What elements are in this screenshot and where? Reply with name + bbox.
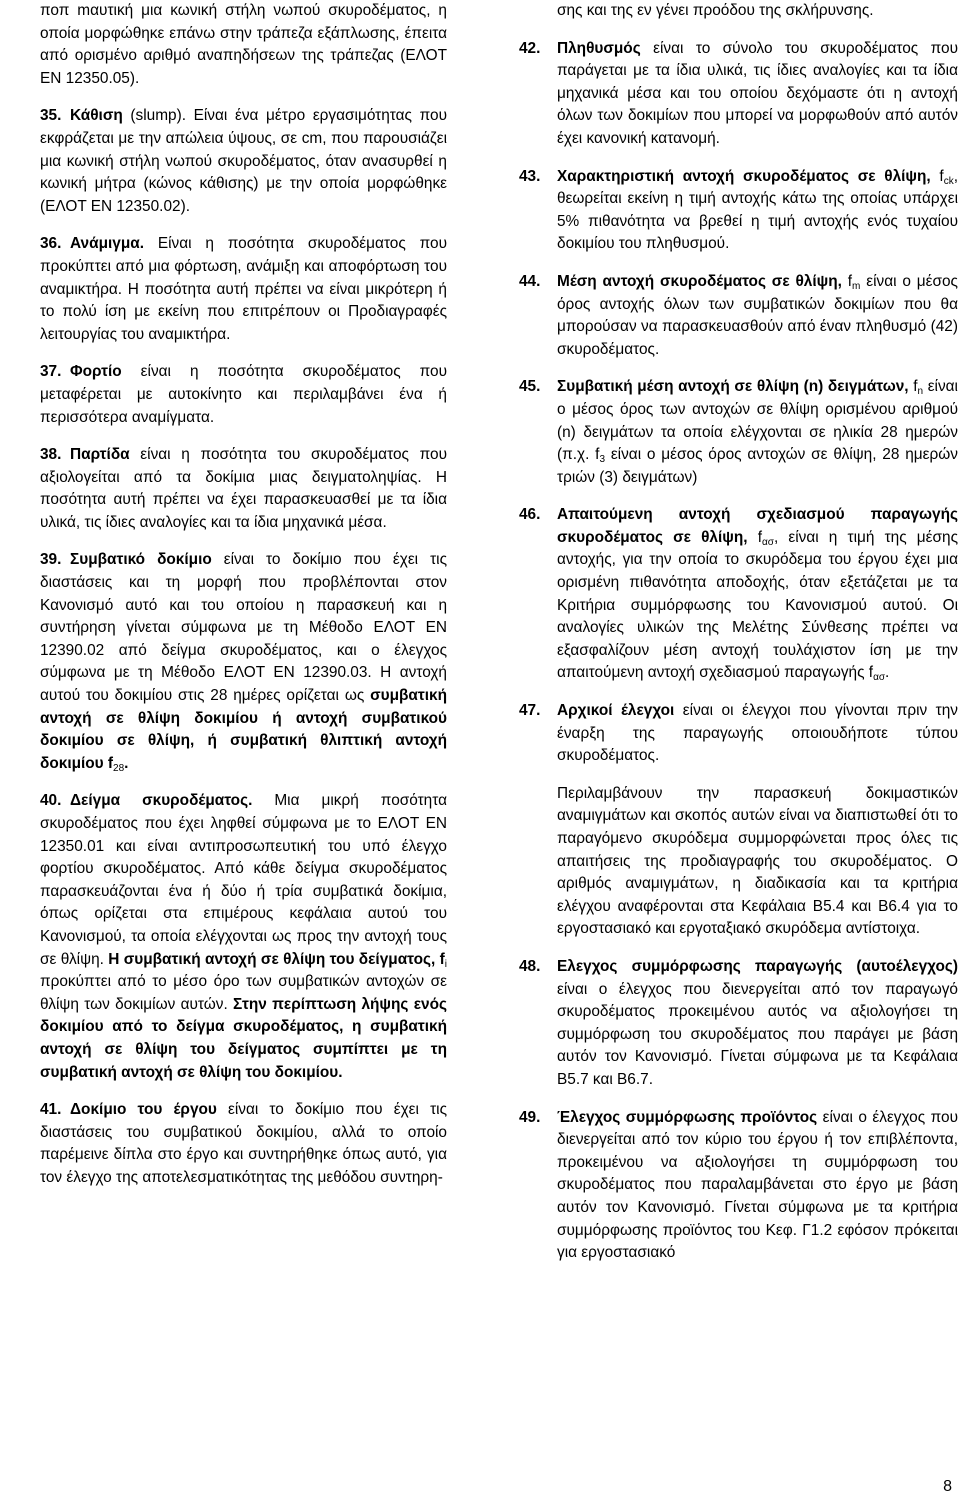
entry-text: . xyxy=(885,664,890,682)
subscript: i xyxy=(444,958,447,970)
entry-number: 48. xyxy=(519,957,541,975)
entry-text: , θεωρείται εκείνη η τιμή αντοχής κάτω της οποίας υπάρχει 5% πιθανότητα να βρεθεί η τιμή αντοχής ενός τυχαίου δοκιμίου του πληθυσμού. xyxy=(557,167,958,253)
entry-number: 38. xyxy=(40,446,62,464)
entry-text: Μια μικρή ποσότητα σκυροδέματος που έχει ληφθεί σύμφωνα με το ΕΛΟΤ ΕΝ 12350.01 και είναι αντιπροσωπευτική του υπό έλεγχο φορτίου σκυροδέματος. Από κάθε δείγμα σκυροδέματος παρασκευάζονται ένα ή δύο ή τρία συμβατικά δοκίμια, όπως ορίζεται στα επιμέρους κεφάλαια αυτού του Κανονισμού, τα οποία ελέγχονται ως προς την αντοχή τους σε θλίψη. xyxy=(40,792,448,968)
definition-entry xyxy=(519,0,958,23)
definition-entry xyxy=(40,444,447,534)
entry-term: Συμβατικό δοκίμιο xyxy=(70,551,212,569)
entry-term: Έλεγχος συμμόρφωσης προϊόντος xyxy=(557,1108,818,1126)
entry-text: είναι η ποσότητα του σκυροδέματος που αξιολογείται από τα δοκίμια μιας δειγματοληψίας. Η ποσότητα αυτή πρέπει να έχει παρασκευασθεί με τα ίδια υλικά, τις ίδιες αναλογίες και τα ίδια μηχανικά μέσα. xyxy=(40,446,447,531)
entry-term: Δείγμα σκυροδέματος. xyxy=(70,792,253,810)
entry-text: είναι η ποσότητα σκυροδέματος που μεταφέρεται με αυτοκίνητο και περιλαμβάνει ένα ή περισσότερα αναμίγματα. xyxy=(40,363,447,426)
definition-entry xyxy=(519,956,958,1092)
entry-number: 39. xyxy=(40,551,62,569)
entry-term: Πληθυσμός xyxy=(557,39,641,57)
right-column xyxy=(519,0,958,1280)
entry-bold-text: Στην περίπτωση λήψης ενός δοκιμίου από το δείγμα σκυροδέματος, η συμβατική αντοχή σε θλίψη του δείγματος συμπίπτει με τη συμβατική αντοχή σε θλίψη του δοκιμίου. xyxy=(40,995,447,1081)
entry-text: είναι το σύνολο του σκυροδέματος που παράγεται με τα ίδια υλικά, τις ίδιες αναλογίες και τα ίδια μηχανικά μέσα και του οποίου δεχόμαστε ότι η αντοχή όλων των δοκιμίων που μπορεί να μορφωθούν από αυτόν έχει κανονική κατανομή. xyxy=(557,39,958,147)
entry-text: ποπ mαυτική μια κωνική στήλη νωπού σκυροδέματος, η οποία μορφώθηκε επάνω στην τράπεζα εξάπλωσης, έπειτα από ορισμένο αριθμό αναπηδήσεων της τράπεζας (ΕΛΟΤ ΕΝ 12350.05). xyxy=(40,2,447,87)
entry-text: (slump). Είναι ένα μέτρο εργασιμότητας που εκφράζεται με την απώλεια ύψους, σε cm, που παρουσιάζει μια κωνική στήλη νωπού σκυροδέματος, όταν ανασυρθεί η κωνική μήτρα (κώνος κάθισης) με την οποία μορφώθηκε (ΕΛΟΤ ΕΝ 12350.02). xyxy=(40,107,447,215)
left-column xyxy=(40,0,447,1205)
definition-entry xyxy=(557,783,958,941)
entry-bold-text: Η συμβατική αντοχή σε θλίψη του δείγματος, f xyxy=(108,950,445,968)
definition-entry xyxy=(519,38,958,151)
entry-text: είναι οι έλεγχοι που γίνονται πριν την έναρξη της παραγωγής οποιουδήποτε τύπου σκυροδέματος. xyxy=(557,702,958,765)
definition-entry xyxy=(519,166,958,256)
definition-entry xyxy=(519,504,958,685)
entry-text: , είναι η τιμή της μέσης αντοχής, για την οποία το σκυρόδεμα του έργου έχει μια ορισμένη πιθανότητα αποδοχής, όταν εξετάζεται με τα Κριτήρια συμμόρφωσης του Κανονισμού αυτού. Οι αναλογίες υλικών της Μελέτης Σύνθεσης πρέπει να εξασφαλίζουν μέση αντοχή τουλάχιστον ίση με την απαιτούμενη αντοχή σχεδιασμού παραγωγής f xyxy=(557,528,958,682)
entry-number: 43. xyxy=(519,167,541,185)
entry-number: 36. xyxy=(40,235,62,253)
definition-entry xyxy=(519,1107,958,1265)
entry-number: 40. xyxy=(40,792,62,810)
entry-text: Είναι η ποσότητα σκυροδέματος που προκύπτει από μια φόρτωση, ανάμιξη και αποφόρτωση του αναμικτήρα. Η ποσότητα αυτή πρέπει να είναι μικρότερη ή το πολύ ίση με εκείνη που επιτρέπουν οι Προδιαγραφές λειτουργίας του αναμικτήρα. xyxy=(40,235,447,343)
entry-text: f xyxy=(908,378,918,396)
entry-text: f xyxy=(930,167,944,185)
entry-text: προκύπτει από το μέσο όρο των συμβατικών αντοχών σε θλίψη των δοκιμίων αυτών. xyxy=(40,973,447,1013)
definition-entry xyxy=(40,233,447,346)
entry-number: 45. xyxy=(519,378,541,396)
entry-text: είναι το δοκίμιο που έχει τις διαστάσεις του συμβατικού δοκιμίου, αλλά το οποίο παρέμεινε δίπλα στο έργο και συντηρήθηκε όπως αυτό, για τον έλεγχο της αποτελεσματικότητας της μεθόδου συντηρη- xyxy=(40,1101,447,1186)
page-number: 8 xyxy=(943,1478,952,1495)
entry-number: 35. xyxy=(40,107,62,125)
entry-text: f xyxy=(841,272,853,290)
subscript: ασ xyxy=(761,536,774,548)
subscript: 28 xyxy=(113,762,125,774)
subscript: ασ xyxy=(873,672,886,684)
definition-entry xyxy=(40,1099,447,1189)
entry-term: Αρχικοί έλεγχοι xyxy=(557,702,675,720)
definition-entry xyxy=(40,549,447,775)
entry-number: 46. xyxy=(519,506,541,524)
entry-text: είναι ο μέσος όρος αντοχής όλων των συμβατικών δοκιμίων που θα μπορούσαν να παρασκευασθούν από έναν πληθυσμό (42) σκυροδέματος. xyxy=(557,272,958,358)
entry-number: 41. xyxy=(40,1101,62,1119)
definition-entry xyxy=(519,271,958,361)
entry-number: 47. xyxy=(519,702,541,720)
entry-term: Μέση αντοχή σκυροδέματος σε θλίψη, xyxy=(557,272,842,290)
entry-term: Φορτίο xyxy=(70,363,122,381)
definition-entry xyxy=(40,105,447,218)
entry-number: 42. xyxy=(519,39,541,57)
entry-text: είναι ο μέσος όρος των αντοχών σε θλίψη ορισμένου αριθμού (n) δειγμάτων τα οποία ελέγχονται σε ηλικία 28 ημερών (π.χ. f xyxy=(557,378,958,464)
entry-text: . xyxy=(124,754,129,772)
entry-text: Περιλαμβάνουν την παρασκευή δοκιμαστικών αναμιγμάτων και σκοπός αυτών είναι να διαπιστωθεί ότι το παραγόμενο σκυρόδεμα συμμορφώνεται προς όλες τις απαιτήσεις της προδιαγραφής του σκυροδέματος. Ο αριθμός αναμιγμάτων, η διαδικασία και τα κριτήρια ελέγχου αναφέρονται στα Κεφάλαια Β5.4 και Β6.4 για το εργοστασιακό και εργοταξιακό σκυρόδεμα αντίστοιχα. xyxy=(557,784,958,938)
entry-number: 44. xyxy=(519,272,541,290)
entry-bold-text: συμβατική αντοχή σε θλίψη δοκιμίου ή αντοχή συμβατικού δοκιμίου σε θλίψη, ή συμβατική θλιπτική αντοχή δοκιμίου f xyxy=(40,687,447,772)
entry-term: Ανάμιγμα. xyxy=(70,235,144,253)
subscript: ck xyxy=(943,175,954,187)
subscript: m xyxy=(852,280,861,292)
subscript: 3 xyxy=(599,454,606,466)
subscript: n xyxy=(917,386,924,398)
entry-number: 37. xyxy=(40,363,62,381)
definition-entry xyxy=(40,361,447,429)
definition-entry xyxy=(519,700,958,768)
definition-entry xyxy=(40,0,447,90)
entry-term: Δοκίμιο του έργου xyxy=(70,1101,217,1119)
entry-term: Απαιτούμενη αντοχή σχεδιασμού παραγωγής σκυροδέματος σε θλίψη, xyxy=(557,506,958,546)
entry-text: είναι ο μέσος όρος αντοχών σε θλίψη, 28 ημερών τριών (3) δειγμάτων) xyxy=(557,446,958,486)
entry-term: Παρτίδα xyxy=(70,446,130,464)
entry-text: είναι ο έλεγχος που διενεργείται από τον παραγωγό σκυροδέματος προκειμένου αυτός να αξιολογήσει τη συμμόρφωση του σκυροδέματος που παράγει με βάση αυτόν τον Κανονισμό. Γίνεται σύμφωνα με τα Κεφάλαια Β5.7 και Β6.7. xyxy=(557,980,958,1088)
definition-entry xyxy=(519,376,958,489)
entry-text: σης και της εν γένει προόδου της σκλήρυνσης. xyxy=(557,2,874,19)
entry-text: είναι ο έλεγχος που διενεργείται από τον κύριο του έργου ή τον επιβλέποντα, προκειμένου να αξιολογήσει τη συμμόρφωση του σκυροδέματος που παραλαμβάνεται στο έργο με βάση αυτόν τον Κανονισμό. Γίνεται σύμφωνα με τα κριτήρια συμμόρφωσης προϊόντος του Κεφ. Γ1.2 εφόσον πρόκειται για εργοστασιακό xyxy=(557,1108,958,1262)
entry-term: Ελεγχος συμμόρφωσης παραγωγής (αυτοέλεγχος) xyxy=(557,957,958,975)
entry-term: Κάθιση xyxy=(70,107,123,125)
entry-text: είναι το δοκίμιο που έχει τις διαστάσεις και τη μορφή που προβλέπονται στον Κανονισμό αυτό και του οποίου η παρασκευή και η συντήρηση γίνεται σύμφωνα με τη Μέθοδο ΕΛΟΤ ΕΝ 12390.02 από δείγμα σκυροδέματος, και ο έλεγχος σύμφωνα με τη Μέθοδο ΕΛΟΤ ΕΝ 12390.03. Η αντοχή αυτού του δοκιμίου στις 28 ημέρες ορίζεται ως xyxy=(40,551,447,705)
entry-term: Χαρακτηριστική αντοχή σκυροδέματος σε θλίψη, xyxy=(557,167,931,185)
definition-entry xyxy=(40,790,447,1084)
entry-term: Συμβατική μέση αντοχή σε θλίψη (n) δειγμάτων, xyxy=(557,378,909,396)
entry-number: 49. xyxy=(519,1108,541,1126)
entry-text: f xyxy=(747,528,762,546)
